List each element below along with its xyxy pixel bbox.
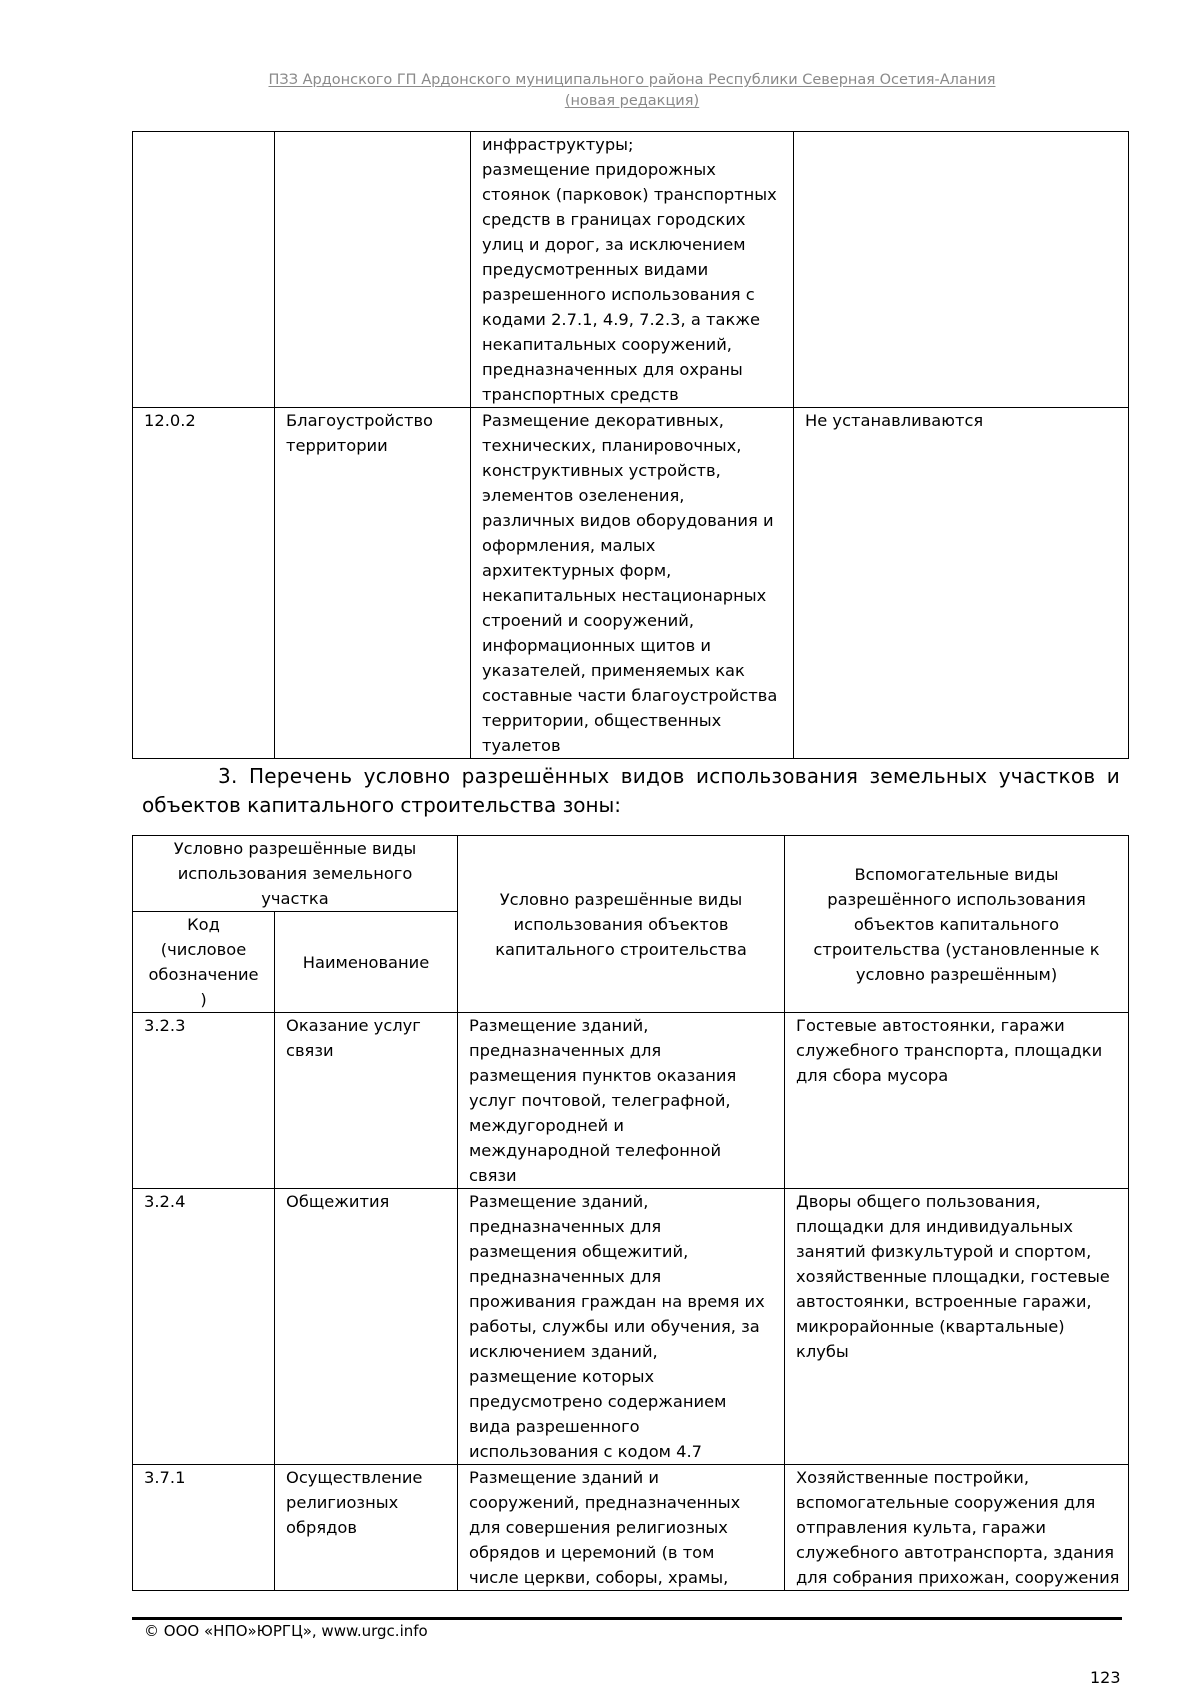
table-row xyxy=(133,1013,1129,1189)
name-cell: Оказание услуг связи xyxy=(275,1013,458,1189)
code-cell: 12.0.2 xyxy=(133,408,275,759)
aux-cell: Хозяйственные постройки, вспомогательные сооружения для отправления культа, гаражи служебного автотранспорта, здания для собрания прихожан, сооружения xyxy=(785,1465,1129,1591)
code-cell: 3.2.4 xyxy=(133,1189,275,1465)
footer-copyright: © ООО «НПО»ЮРГЦ», www.urgc.info xyxy=(144,1622,428,1640)
header-code-cell: Код (числовое обозначение ) xyxy=(133,912,275,1013)
description-cell: Размещение зданий, предназначенных для размещения пунктов оказания услуг почтовой, телеграфной, междугородней и международной телефонной связи xyxy=(458,1013,785,1189)
header-aux-cell: Вспомогательные виды разрешённого использования объектов капитального строительства (установленные к условно разрешённым) xyxy=(785,836,1129,1013)
code-cell xyxy=(133,132,275,408)
section-3-line-1: 3. Перечень условно разрешённых видов использования земельных участков и xyxy=(218,764,1120,788)
description-cell: Размещение декоративных, технических, планировочных, конструктивных устройств, элементов озеленения, различных видов оборудования и оформления, малых архитектурных форм, некапитальных нестационарных строений и сооружений, информационных щитов и указателей, применяемых как составные части благоустройства территории, общественных туалетов xyxy=(471,408,794,759)
name-cell: Благоустройство территории xyxy=(275,408,471,759)
header-line-2: (новая редакция) xyxy=(564,93,700,109)
code-cell: 3.2.3 xyxy=(133,1013,275,1189)
header-name-cell: Наименование xyxy=(275,912,458,1013)
aux-cell: Гостевые автостоянки, гаражи служебного транспорта, площадки для сбора мусора xyxy=(785,1013,1129,1189)
conditional-uses-table xyxy=(132,835,1129,1591)
header-line-1: ПЗЗ Ардонского ГП Ардонского муниципального района Республики Северная Осетия-Алания xyxy=(268,72,996,88)
table-header-row xyxy=(133,836,1129,912)
header-oks-cell: Условно разрешённые виды использования объектов капитального строительства xyxy=(458,836,785,1013)
params-cell: Не устанавливаются xyxy=(794,408,1129,759)
page-number: 123 xyxy=(1090,1668,1121,1687)
name-cell xyxy=(275,132,471,408)
aux-cell: Дворы общего пользования, площадки для индивидуальных занятий физкультурой и спортом, хозяйственные площадки, гостевые автостоянки, встроенные гаражи, микрорайонные (квартальные) клубы xyxy=(785,1189,1129,1465)
table-row xyxy=(133,1189,1129,1465)
table-row xyxy=(133,1465,1129,1591)
params-cell xyxy=(794,132,1129,408)
table-row xyxy=(133,408,1129,759)
header-group-cell: Условно разрешённые виды использования земельного участка xyxy=(133,836,458,912)
description-cell: инфраструктуры; размещение придорожных стоянок (парковок) транспортных средств в границах городских улиц и дорог, за исключением предусмотренных видами разрешенного использования с кодами 2.7.1, 4.9, 7.2.3, а также некапитальных сооружений, предназначенных для охраны транспортных средств xyxy=(471,132,794,408)
name-cell: Общежития xyxy=(275,1189,458,1465)
code-cell: 3.7.1 xyxy=(133,1465,275,1591)
name-cell: Осуществление религиозных обрядов xyxy=(275,1465,458,1591)
permitted-uses-table xyxy=(132,131,1129,759)
table-row xyxy=(133,132,1129,408)
description-cell: Размещение зданий, предназначенных для размещения общежитий, предназначенных для проживания граждан на время их работы, службы или обучения, за исключением зданий, размещение которых предусмотрено содержанием вида разрешенного использования с кодом 4.7 xyxy=(458,1189,785,1465)
section-3-line-2: объектов капитального строительства зоны: xyxy=(142,793,622,817)
section-3-heading xyxy=(142,762,1120,820)
footer-divider xyxy=(132,1617,1122,1620)
page-header xyxy=(132,70,1132,112)
description-cell: Размещение зданий и сооружений, предназначенных для совершения религиозных обрядов и церемоний (в том числе церкви, соборы, храмы, xyxy=(458,1465,785,1591)
